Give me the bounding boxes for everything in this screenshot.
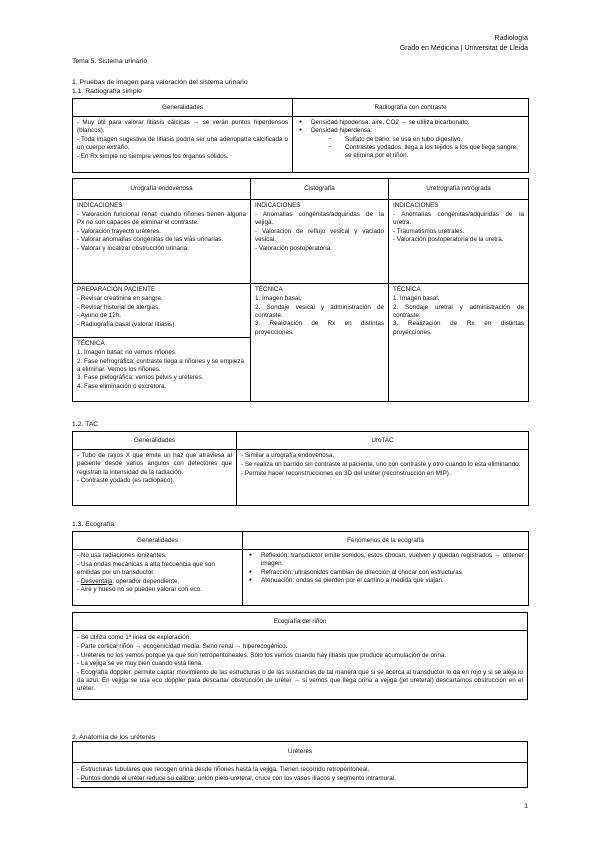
list-item: - No usa radiaciones ionizantes. (77, 552, 167, 560)
section-1-2-title: 1.2. TAC (72, 421, 99, 428)
list-item: 2. Sondaje vesical y administración de contraste. (255, 303, 384, 319)
list-item: ● Atenuación: ondas se pierden por el camino a medida que viajan. (247, 577, 524, 585)
header-subject: Radiología (494, 35, 528, 42)
cell-ureteres (73, 763, 528, 787)
list-item: - Se realiza un barrido sin contraste al paciente, uno con contraste y otro cuando lo está eliminando. (241, 460, 521, 468)
header-generalidades-tac: Generalidades (73, 432, 237, 450)
list-item: - Ayuno de 12h. (77, 312, 121, 320)
header-ureteres: Uréteres (73, 742, 528, 763)
list-item: - Radiografía basal (valorar litiasis). (77, 320, 177, 328)
list-item: - Anomalías congénitas/adquiridas de la vejiga. (255, 210, 384, 227)
list-item: – Sulfato de bario: se usa en tubo digestivo. (325, 136, 524, 144)
list-prefix: - (77, 577, 81, 585)
section-1-title: 1. Pruebas de imagen para valoración del sistema urinario (72, 79, 248, 86)
table-urografia (72, 178, 529, 402)
header-fenomenos-eco: Fenómenos de la ecografía (243, 532, 529, 550)
header-generalidades-eco: Generalidades (73, 532, 243, 550)
list-item: 2. Sondaje uretral y administración de contraste. (393, 303, 524, 319)
subheading: INDICACIONES (393, 202, 439, 210)
list-item: 2. Fase nefrográfica: contraste llega a riñones y se empieza a eliminar. Vemos los riñones. (77, 357, 244, 373)
cell-uretrografia-indicaciones (389, 200, 529, 284)
cell-cistografia-tecnica (251, 284, 389, 402)
list-item: 3. Realización de Rx en distintas proyecciones. (393, 320, 524, 336)
list-item: - Revisar creatinina en sangre. (77, 294, 163, 302)
header-degree: Grado en Medicina | Universitat de Lleida (399, 45, 528, 53)
subheading: TÉCNICA (77, 340, 105, 348)
list-item (77, 775, 523, 783)
document-title: Tema 5. Sistema urinario (72, 58, 148, 65)
list-prefix: - (77, 774, 81, 782)
list-item: - Toda imagen sugestiva de litiasis podría ser una adenopatía calcificada o un cuerpo extraño. (77, 136, 288, 152)
list-item: - Valoración trayecto uréteres. (77, 227, 161, 235)
list-item: - Ecografía doppler: permite captar movimiento de las estructuras o de las sustancias de tal manera que si se acerca al transductor lo da en rojo y si se aleja lo da azul. En vejiga se usa eco doppler para descartar obstrucción de uréter → si vemos que llega orina a vejiga (jet ureteral) descartamos obstrucción en el uréter. (77, 668, 523, 693)
list-item: - Aire y hueso no se pueden valorar con eco. (77, 586, 202, 594)
section-1-1-title: 1.1. Radiografía simple (72, 88, 142, 96)
cell-eco-rinon (73, 631, 528, 700)
cell-urotac (237, 450, 529, 506)
page-header (400, 34, 528, 54)
list-item: - Valorar anomalías congénitas de las vías urinarias. (77, 236, 224, 244)
list-text: : operador dependiente. (112, 577, 180, 585)
list-item: - Anomalías congénitas/adquiridas de la uretra. (393, 210, 524, 227)
cell-eco-fenomenos (243, 550, 529, 606)
list-item: - Valorar y localizar obstrucción urinaria. (77, 245, 189, 253)
list-item: - Revisar historial de alergias. (77, 303, 160, 311)
list-item: - Muy útil para valorar litiasis cálcicas → se verán puntos hiperdensos (blancos). (77, 119, 288, 135)
section-1-3-title: 1.3. Ecografía (72, 521, 115, 528)
cell-contraste (293, 117, 529, 173)
list-item: - En Rx simple no siempre vemos los órganos sólidos. (77, 152, 229, 160)
section-2-title: 2. Anatomía de los uréteres (72, 734, 156, 741)
list-text: : unión pielo-ureteral, cruce con los vasos ilíacos y segmento intramural. (194, 774, 396, 782)
list-item: 4. Fase eliminación o excretora. (77, 383, 167, 391)
list-item: - Estructuras tubulares que recogen orina desde riñones hasta la vejiga. Tienen recorrido retroperitoneal. (77, 766, 370, 774)
list-item: ● Refracción: ultrasonidos cambian de dirección al chocar con estructuras. (247, 569, 524, 577)
subheading: INDICACIONES (77, 202, 123, 210)
list-item: - La vejiga se ve muy bien cuando está llena. (77, 660, 204, 668)
cell-cistografia-indicaciones (251, 200, 389, 284)
header-radiografia-contraste: Radiografía con contraste (293, 99, 529, 117)
table-ecografia (72, 531, 529, 606)
cell-eco-generalidades (73, 550, 243, 606)
table-eco-rinon (72, 612, 528, 700)
list-item: 1. Imagen basal: no vemos riñones. (77, 348, 177, 356)
subheading: INDICACIONES (255, 202, 301, 210)
cell-urografia-indicaciones (73, 200, 251, 284)
subheading: PREPARACIÓN PACIENTE (77, 286, 156, 294)
list-item: - Tubo de rayos X que emite un haz que atraviesa al paciente desde varios ángulos con detectores que registran la intensidad de la radiación. (77, 452, 232, 476)
list-item: - Permite hacer reconstrucciones en 3D del uréter (reconstrucción en MIP). (241, 469, 451, 477)
list-item: - Usa ondas mecánicas a alta frecuencia que son emitidas por un transductor. (77, 560, 215, 577)
header-eco-rinon: Ecografía del riñón (73, 613, 528, 631)
page-number: 1 (524, 803, 528, 810)
cell-tac-generalidades (73, 450, 237, 506)
header-generalidades: Generalidades (73, 99, 293, 117)
table-tac (72, 431, 529, 506)
list-item: - Valoración postoperatoria. (255, 244, 332, 252)
list-item: - Valoración funcional renal: cuando riñones tienen alguna Px no son capaces de eliminar el contraste. (77, 210, 246, 227)
section-1 (72, 78, 248, 96)
list-item: 3. Realización de Rx en distintas proyecciones. (255, 320, 384, 336)
cell-uretrografia-tecnica (389, 284, 529, 402)
list-item (77, 578, 238, 586)
list-item (297, 127, 524, 160)
cell-urografia-tecnica (73, 338, 251, 402)
list-item: 3. Fase pielográfica: vemos pelvis y uréteres. (77, 374, 204, 382)
list-item: - Traumatismos uretrales. (393, 227, 465, 235)
list-item: - Uréteres no los vemos porque ya que son retroperitoneales. Sólo los vemos cuando hay litiasis que produce acumulación de orina. (77, 651, 447, 659)
header-urografia: Urografía endovenosa (73, 179, 251, 200)
list-item: ● Densidad hipodensa: aire, CO2 → se utiliza bicarbonato. (297, 119, 524, 127)
list-item-label: Densidad hiperdensa: (311, 127, 373, 135)
subheading: TÉCNICA (255, 286, 283, 294)
header-uretrografia: Uretrografía retrógrada (389, 179, 529, 200)
list-item: - Contraste yodado (es radiopaco). (77, 477, 175, 485)
list-item: 1. Imagen basal. (393, 294, 440, 302)
list-item: 1. Imagen basal. (255, 294, 302, 302)
table-ureteres (72, 741, 528, 788)
list-item: - Valoración de reflujo vesical y vaciado vesical. (255, 227, 384, 243)
header-urotac: UroTAC (237, 432, 529, 450)
table-radiografia (72, 98, 529, 173)
cell-generalidades (73, 117, 293, 173)
subheading: TÉCNICA (393, 286, 421, 294)
list-item: ● Reflexión: transductor emite sonidos, estos chocan, vuelven y quedan registrados → obtener imagen. (247, 552, 524, 568)
list-item: - Valoración postoperatoria de la uretra. (393, 236, 504, 244)
underlined-term: Puntos donde el uréter reduce su calibre (80, 774, 195, 782)
list-item: – Contrastes yodados: llega a los tejidos a los que llega sangre, se elimina por el riñón. (325, 144, 524, 160)
header-cistografia: Cistografía (251, 179, 389, 200)
list-item: - Se utiliza como 1ª línea de exploración. (77, 634, 191, 642)
list-item: - Similar a urografía endovenosa. (241, 452, 335, 460)
cell-urografia-preparacion (73, 284, 251, 338)
underlined-term: Desventaja (80, 577, 113, 585)
list-item: - Parte cortical riñón → ecogenicidad media. Seno renal → hiperecogénico. (77, 642, 288, 650)
